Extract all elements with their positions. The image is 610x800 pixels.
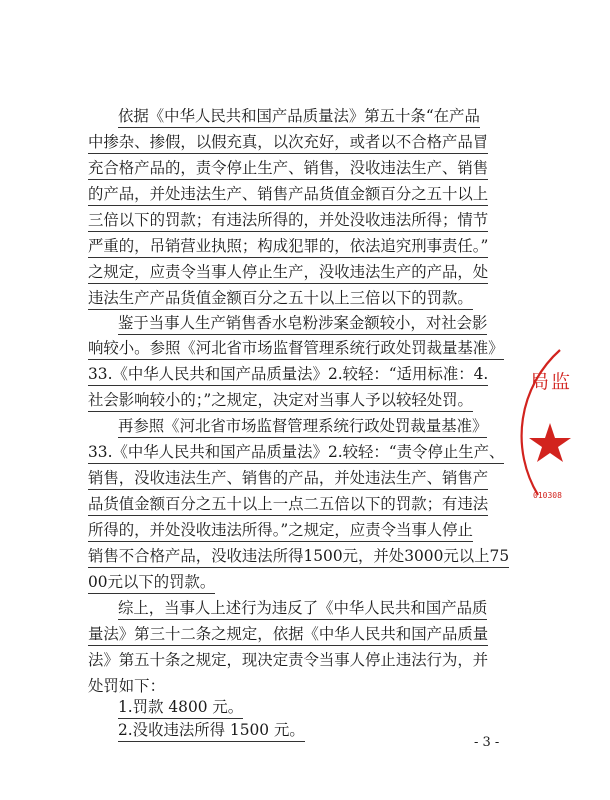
paragraph-line: 鉴于当事人生产销售香水皂粉涉案金额较小，对社会影 bbox=[118, 313, 487, 335]
paragraph-line: 社会影响较小的；”之规定，决定对当事人予以较轻处罚。 bbox=[88, 390, 473, 412]
paragraph-line: 法》第五十条之规定，现决定责令当事人停止违法行为，并 bbox=[88, 651, 489, 669]
seal-number: 010308 bbox=[533, 491, 562, 500]
seal-text: 局监 bbox=[530, 371, 573, 393]
paragraph-line: 的产品，并处违法生产、销售产品货值金额百分之五十以上 bbox=[88, 184, 488, 206]
paragraph-line: 响较小。参照《河北省市场监督管理系统行政处罚裁量基准》 bbox=[88, 338, 504, 360]
paragraph-line: 33.《中华人民共和国产品质量法》2.较轻：“适用标准：4. bbox=[88, 364, 488, 386]
paragraph-line: 违法生产产品货值金额百分之五十以上三倍以下的罚款。 bbox=[88, 288, 473, 310]
paragraph-line: 严重的，吊销营业执照；构成犯罪的，依法追究刑事责任。” bbox=[88, 236, 488, 258]
paragraph-line: 再参照《河北省市场监督管理系统行政处罚裁量基准》 bbox=[118, 416, 487, 438]
page-number: - 3 - bbox=[474, 735, 500, 750]
penalty-item-2: 2.没收违法所得 1500 元。 bbox=[118, 720, 305, 742]
paragraph-line: 综上，当事人上述行为违反了《中华人民共和国产品质 bbox=[118, 598, 487, 620]
paragraph-line: 充合格产品的，责令停止生产、销售，没收违法生产、销售 bbox=[88, 158, 488, 180]
paragraph-line: 销售，没收违法生产、销售的产品，并处违法生产、销售产 bbox=[88, 468, 488, 490]
paragraph-line: 中掺杂、掺假，以假充真，以次充好，或者以不合格产品冒 bbox=[88, 132, 488, 154]
paragraph-line: 量法》第三十二条之规定，依据《中华人民共和国产品质量 bbox=[88, 624, 488, 646]
paragraph-line: 所得的，并处没收违法所得。”之规定，应责令当事人停止 bbox=[88, 520, 473, 542]
paragraph-line: 00元以下的罚款。 bbox=[88, 572, 215, 594]
paragraph-line: 处罚如下： bbox=[88, 677, 165, 695]
paragraph-line: 销售不合格产品，没收违法所得1500元，并处3000元以上75 bbox=[88, 546, 509, 568]
paragraph-line: 33.《中华人民共和国产品质量法》2.较轻：“责令停止生产、 bbox=[88, 442, 504, 464]
paragraph-line: 品货值金额百分之五十以上一点二五倍以下的罚款；有违法 bbox=[88, 494, 488, 516]
star-icon bbox=[529, 423, 571, 462]
paragraph-line: 之规定，应责令当事人停止生产，没收违法生产的产品，处 bbox=[88, 262, 488, 284]
penalty-item-1: 1.罚款 4800 元。 bbox=[118, 697, 243, 719]
paragraph-line: 三倍以下的罚款；有违法所得的，并处没收违法所得；情节 bbox=[88, 210, 488, 232]
paragraph-line: 依据《中华人民共和国产品质量法》第五十条“在产品 bbox=[118, 106, 480, 128]
